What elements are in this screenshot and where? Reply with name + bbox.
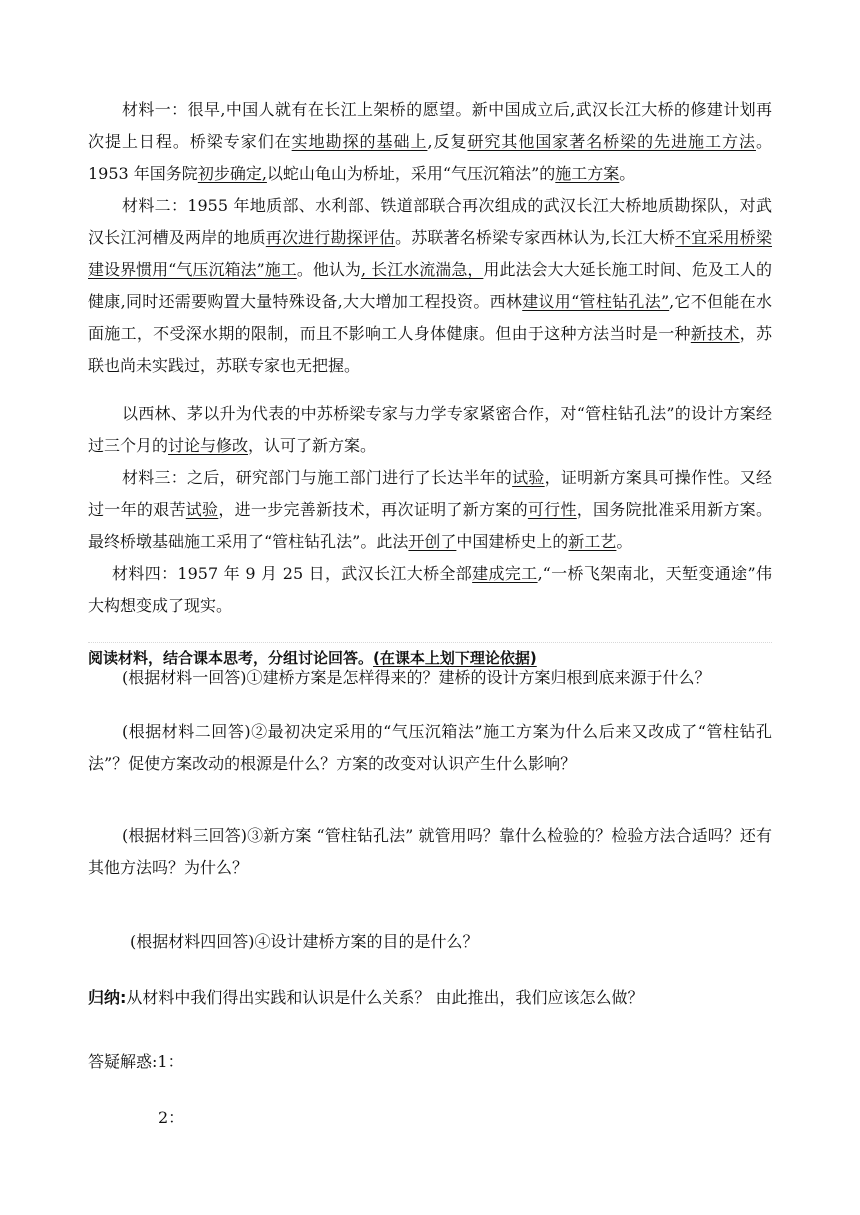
text-run: ，国务院批准采用新方案。最终桥墩基础施工采用了“管柱钻孔法”。此法: [88, 500, 772, 551]
text-run: ，认可了新方案。: [248, 436, 377, 455]
qa-item-2: 2：: [158, 1108, 185, 1127]
text-run: 以西林、茅以升为代表的中苏桥梁专家与力学专家紧密合作，对“管柱钻孔法”的设计方案经过三个月的: [88, 404, 772, 455]
material-3-paragraph: [88, 462, 772, 558]
text-run: 材料二：1955 年地质部、水利部、铁道部联合再次组成的武汉长江大桥地质勘探队，对武汉长江河槽及两岸的地质: [88, 196, 772, 247]
text-run: 。: [619, 164, 636, 183]
underlined-phrase: 讨论与修改: [168, 436, 249, 455]
question-3: (根据材料三回答)③新方案 “管柱钻孔法” 就管用吗？靠什么检验的？检验方法合适吗？还有其他方法吗？为什么？: [88, 826, 772, 877]
text-run: 材料四：1957 年 9 月 25 日，武汉长江大桥全部: [112, 564, 473, 583]
qa-item-1: 答疑解惑:1：: [88, 1052, 184, 1071]
underlined-phrase: 施工方案: [555, 164, 620, 183]
text-run: 。他认为: [296, 260, 361, 279]
underlined-phrase: 可行性: [527, 500, 577, 519]
summary-line: [88, 982, 772, 1014]
text-run: 材料一：很早,中国人就有在长江上架桥的愿望。新中国成立后,武汉长江大桥的修建计划再次提上日程。桥梁专家们在: [88, 100, 772, 151]
underlined-phrase: 开创了: [408, 532, 457, 551]
material-4-paragraph: [88, 558, 772, 622]
text-run: ，苏联也尚未实践过，苏联专家也无把握。: [88, 324, 772, 375]
underlined-phrase: 试验: [185, 500, 219, 519]
question-4: (根据材料四回答)④设计建桥方案的目的是什么？: [130, 932, 479, 951]
text-run: 中国建桥史上的: [456, 532, 569, 551]
text-run: 。苏联著名桥梁专家西林认为,长江大桥: [395, 228, 676, 247]
text-run: ,它不但能在水面施工，不受深水期的限制，而且不影响工人身体健康。但由于这种方法当时是一种: [88, 292, 772, 343]
underlined-phrase: 初步确定,: [197, 164, 267, 183]
text-run: 以蛇山龟山为桥址，采用“气压沉箱法”的: [266, 164, 556, 183]
text-run: ,“一桥飞架南北，天堑变通途”伟大构想变成了现实。: [88, 564, 772, 615]
underlined-phrase: 不宜采用桥梁建设界惯用“气压沉箱法”施工: [88, 228, 772, 279]
instruction-main: 阅读材料，结合课本思考，分组讨论回答。: [88, 649, 374, 667]
text-run: ，进一步完善新技术，再次证明了新方案的: [218, 500, 528, 519]
underlined-phrase: 新技术: [690, 324, 740, 343]
text-run: 材料三：之后，研究部门与施工部门进行了长达半年的: [122, 468, 513, 487]
text-run: ，证明新方案具可操作性。又经过一年的艰苦: [88, 468, 772, 519]
underlined-phrase: 新工艺: [568, 532, 617, 551]
summary-text: 从材料中我们得出实践和认识是什么关系？ 由此推出，我们应该怎么做？: [126, 988, 644, 1007]
underlined-phrase: 建成完工: [472, 564, 538, 583]
text-run: 用此法会大大延长施工时间、危及工人的健康,同时还需要购置大量特殊设备,大大增加工程投资。西林: [88, 260, 772, 311]
underlined-phrase: , 长江水流湍急，: [360, 260, 484, 279]
material-2-paragraph: [88, 190, 772, 382]
text-run: ,反复: [427, 132, 468, 151]
question-1: (根据材料一回答)①建桥方案是怎样得来的？建桥的设计方案归根到底来源于什么？: [122, 668, 711, 687]
summary-label: 归纳:: [88, 988, 127, 1007]
underlined-phrase: 建议用“管柱钻孔法”: [522, 292, 670, 311]
underlined-phrase: 试验: [512, 468, 545, 487]
text-run: 。1953 年国务院: [88, 132, 772, 183]
question-2: (根据材料二回答)②最初决定采用的“气压沉箱法”施工方案为什么后来又改成了“管柱钻孔法”？促使方案改动的根源是什么？方案的改变对认识产生什么影响？: [88, 722, 772, 773]
underlined-phrase: 研究其他国家著名桥梁的先进施工方法: [467, 132, 756, 151]
text-run: 。: [616, 532, 633, 551]
material-1-paragraph: [88, 94, 772, 190]
instruction-note: (在课本上划下理论依据): [373, 649, 537, 667]
underlined-phrase: 再次进行勘探评估: [265, 228, 396, 247]
underlined-phrase: 实地勘探的基础上: [291, 132, 428, 151]
material-2-followup-paragraph: [88, 398, 772, 462]
